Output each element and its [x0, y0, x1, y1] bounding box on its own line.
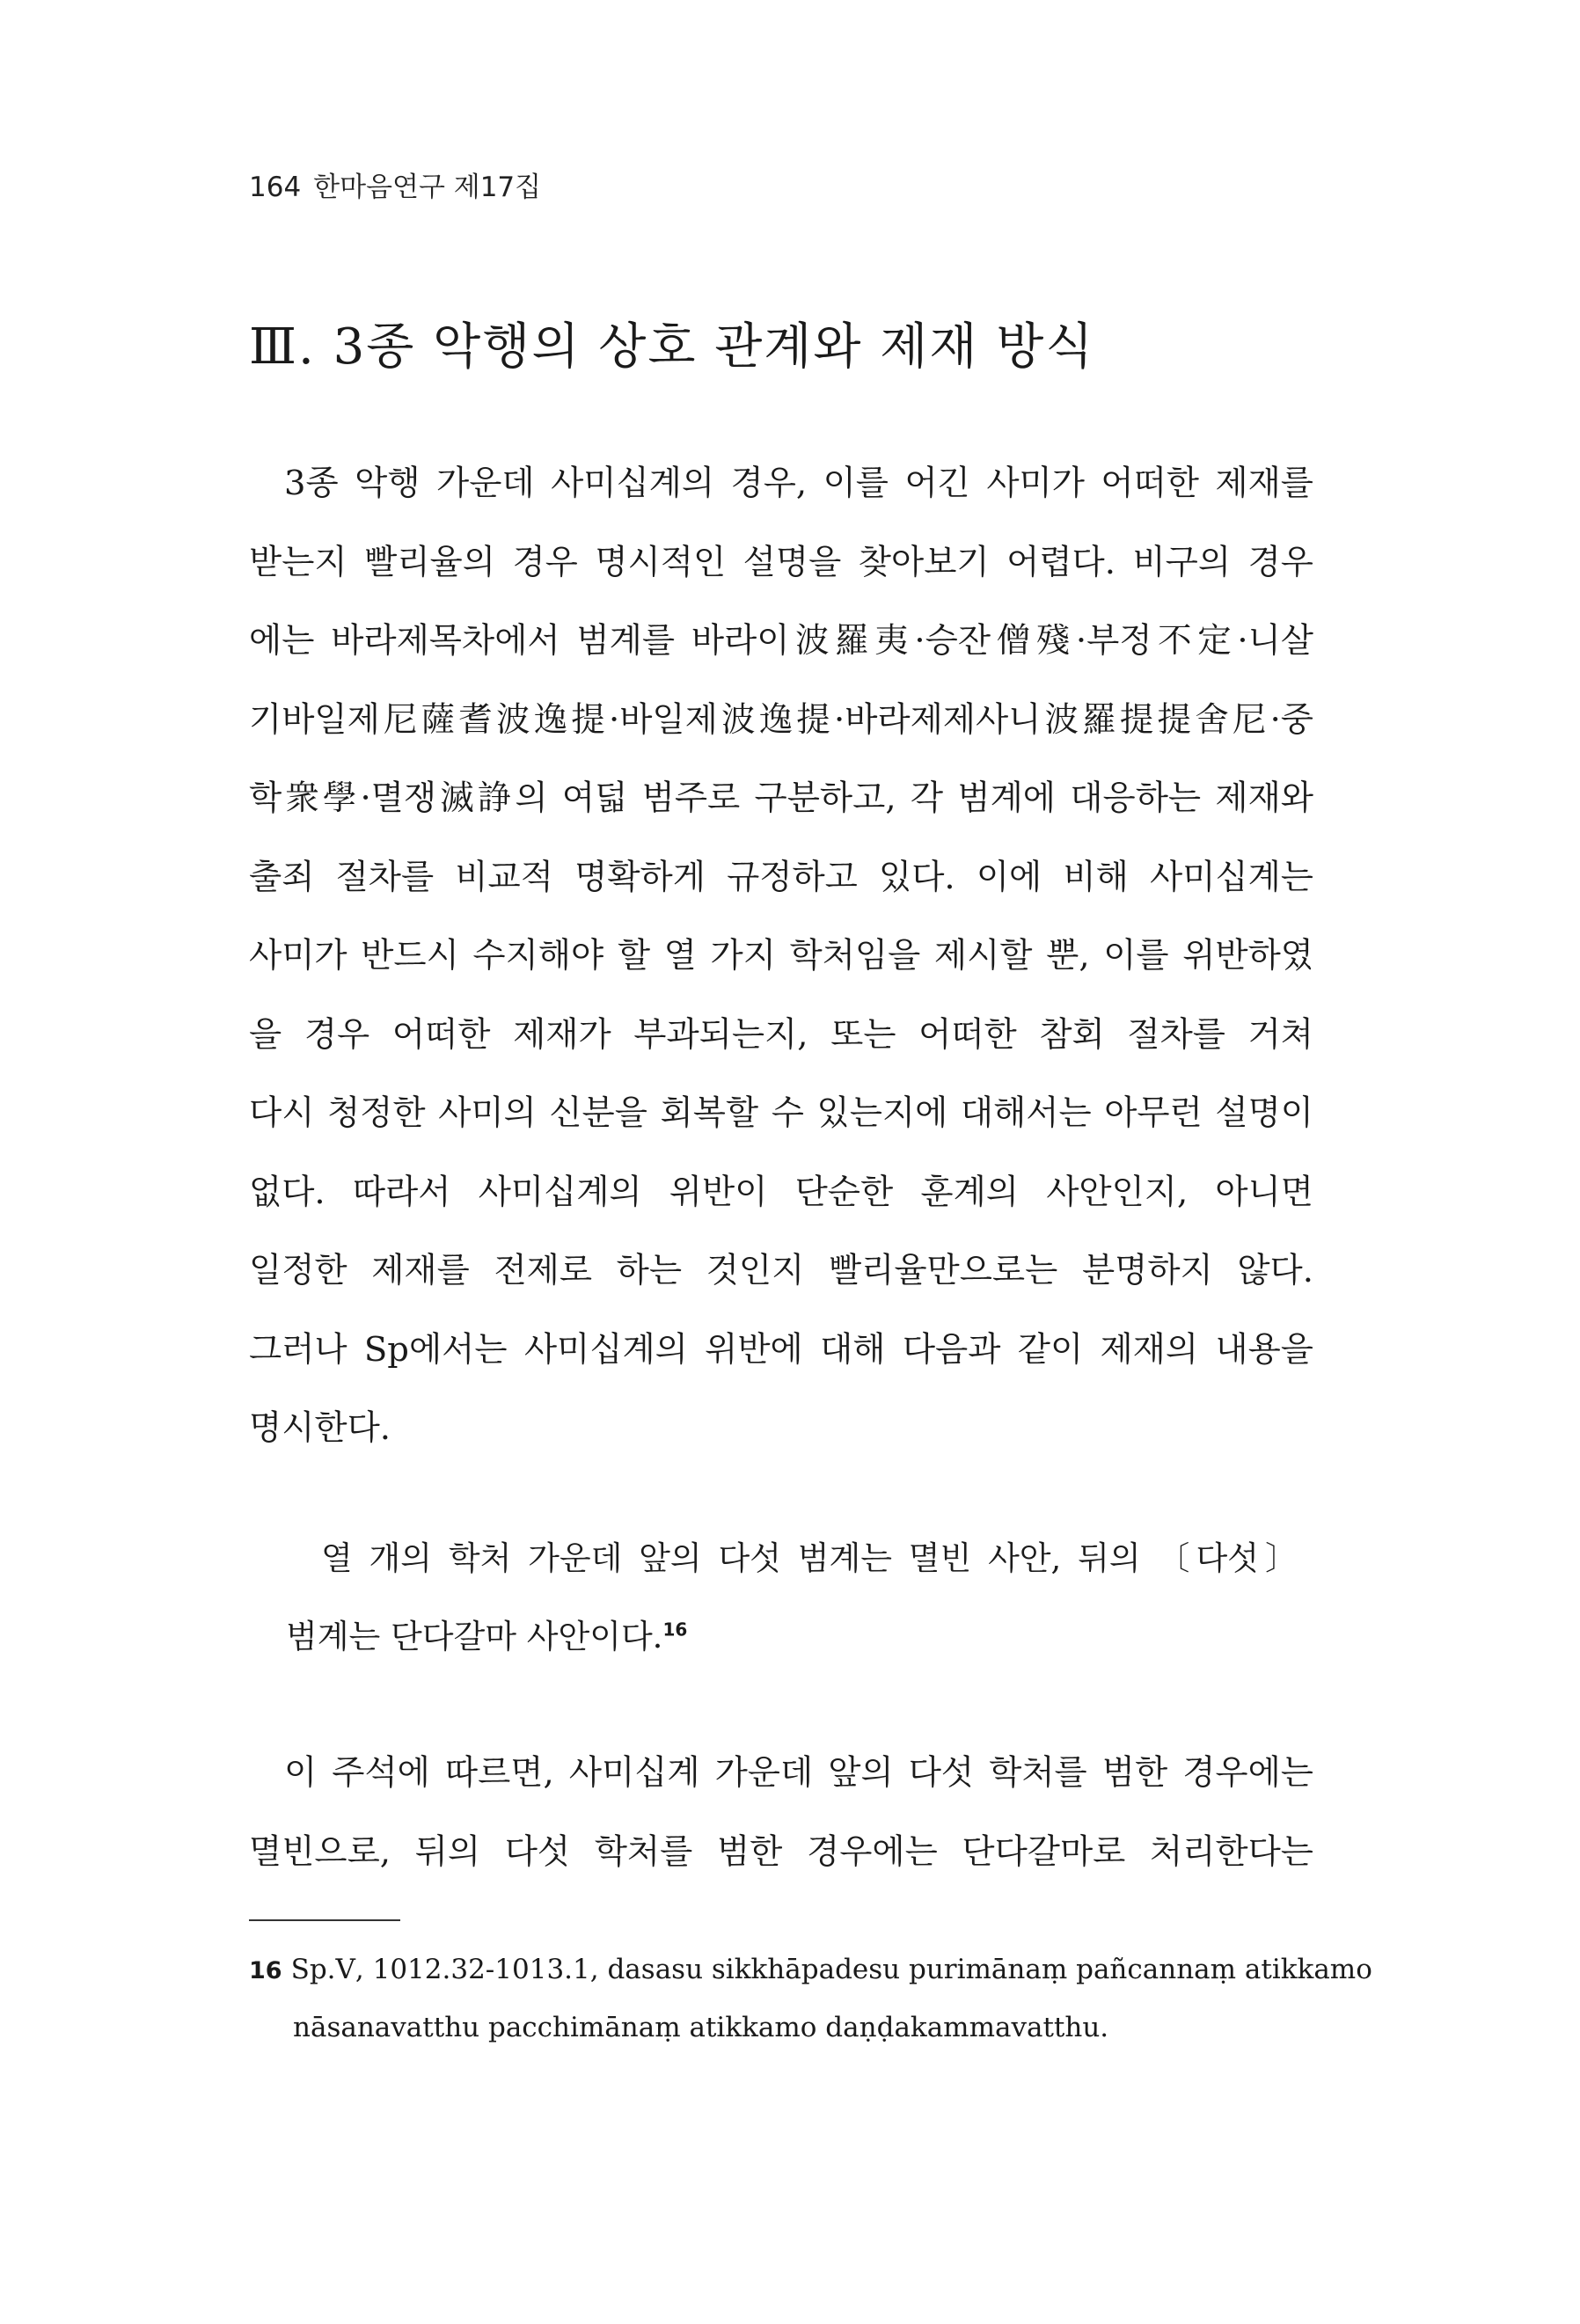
- footnote-reference[interactable]: 16: [662, 1619, 688, 1641]
- journal-title: 한마음연구 제17집: [313, 172, 542, 203]
- text-line: 을 경우 어떠한 제재가 부과되는지, 또는 어떠한 참회 절차를 거쳐: [249, 1014, 1313, 1055]
- quote-line-text: 범계는 단다갈마 사안이다.: [286, 1618, 663, 1655]
- text-line: 출죄 절차를 비교적 명확하게 규정하고 있다. 이에 비해 사미십계는: [249, 857, 1313, 897]
- running-head: [249, 170, 541, 205]
- text-line: 명시한다.: [249, 1408, 391, 1448]
- text-line: 이 주석에 따르면, 사미십계 가운데 앞의 다섯 학처를 범한 경우에는: [284, 1753, 1313, 1793]
- page-number: 164: [249, 172, 302, 203]
- footnote-text: Sp.Ⅴ, 1012.32-1013.1, dasasu sikkhāpadesu purimānaṃ pañcannaṃ atikkamo: [290, 1954, 1372, 1985]
- text-line: 일정한 제재를 전제로 하는 것인지 빨리율만으로는 분명하지 않다.: [249, 1251, 1313, 1290]
- block-quote: [286, 1519, 1298, 1676]
- body-paragraph-2: [249, 1734, 1313, 1891]
- quote-line: 열 개의 학처 가운데 앞의 다섯 범계는 멸빈 사안, 뒤의 〔다섯〕: [321, 1539, 1298, 1577]
- text-line: 그러나 Sp에서는 사미십계의 위반에 대해 다음과 같이 제재의 내용을: [249, 1329, 1313, 1370]
- text-line: 받는지 빨리율의 경우 명시적인 설명을 찾아보기 어렵다. 비구의 경우: [249, 542, 1313, 582]
- text-line: 다시 청정한 사미의 신분을 회복할 수 있는지에 대해서는 아무런 설명이: [249, 1093, 1313, 1133]
- text-line: 없다. 따라서 사미십계의 위반이 단순한 훈계의 사안인지, 아니면: [249, 1172, 1313, 1212]
- body-paragraph-1: [249, 444, 1313, 1468]
- section-title: Ⅲ. 3종 악행의 상호 관계와 제재 방식: [249, 318, 1095, 376]
- footnote-divider: [249, 1919, 400, 1921]
- text-line: 에는 바라제목차에서 범계를 바라이波羅夷·승잔僧殘·부정不定·니살: [249, 621, 1313, 661]
- footnote-line: nāsanavatthu pacchimānaṃ atikkamo daṇḍakammavatthu.: [293, 2012, 1109, 2043]
- text-line: 학衆學·멸쟁滅諍의 여덟 범주로 구분하고, 각 범계에 대응하는 제재와: [249, 778, 1313, 818]
- footnote-number: 16: [249, 1957, 282, 1984]
- footnote: [249, 1941, 1372, 2056]
- footnote-line: [249, 1941, 1372, 1999]
- text-line: 멸빈으로, 뒤의 다섯 학처를 범한 경우에는 단다갈마로 처리한다는: [249, 1831, 1313, 1872]
- text-line: 기바일제尼薩耆波逸提·바일제波逸提·바라제제사니波羅提提舍尼·중: [249, 699, 1313, 740]
- text-line: 사미가 반드시 수지해야 할 열 가지 학처임을 제시할 뿐, 이를 위반하였: [249, 936, 1313, 976]
- quote-line: [286, 1597, 1298, 1676]
- text-line: 3종 악행 가운데 사미십계의 경우, 이를 어긴 사미가 어떠한 제재를: [284, 464, 1313, 503]
